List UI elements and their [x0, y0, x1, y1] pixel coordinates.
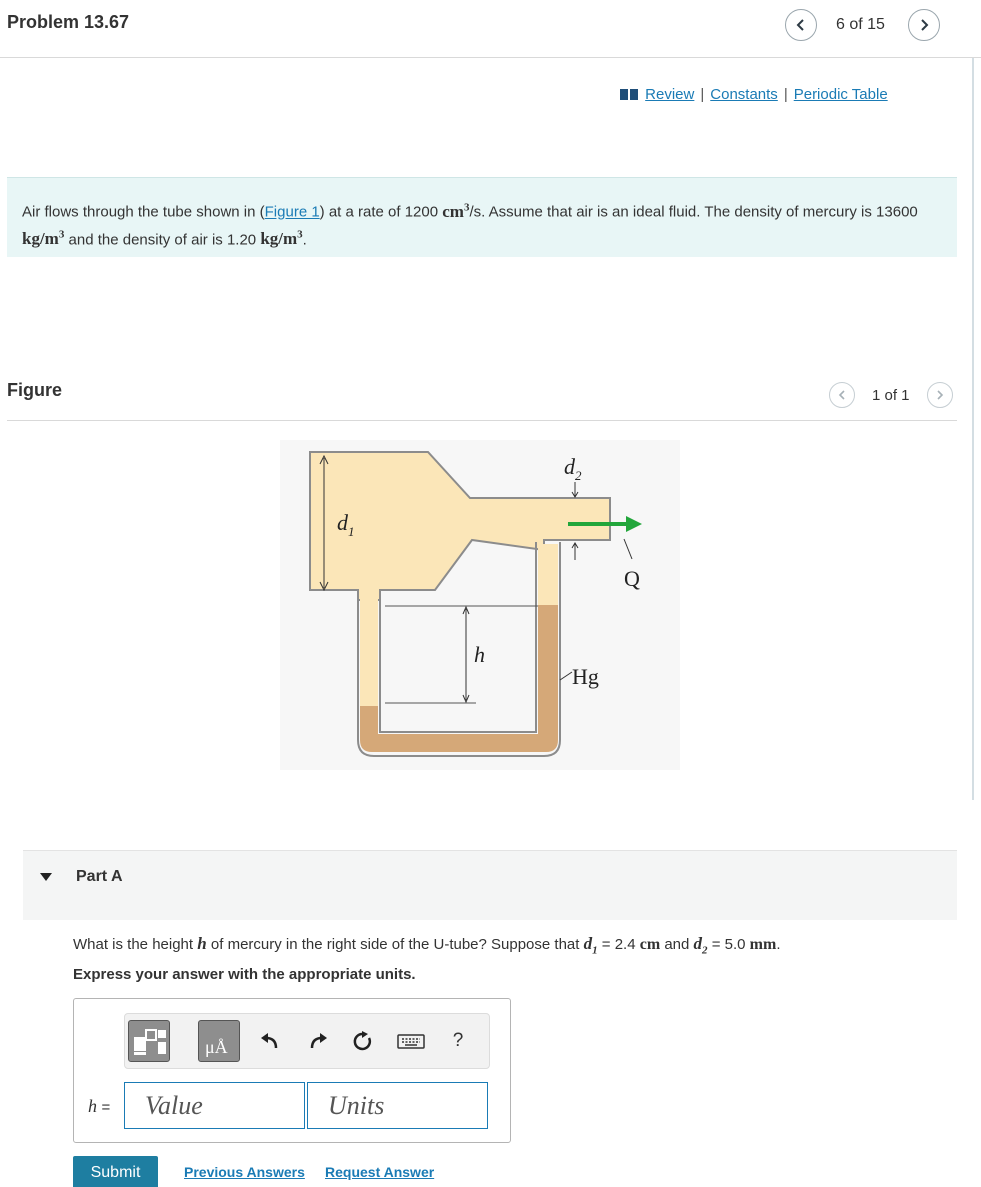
next-problem-button[interactable] — [908, 9, 940, 41]
collapse-caret-icon[interactable] — [40, 873, 52, 881]
hg-label: Hg — [572, 664, 599, 689]
link-separator: | — [700, 86, 705, 103]
part-a-header[interactable] — [23, 850, 957, 920]
request-answer-link[interactable]: Request Answer — [325, 1164, 435, 1180]
mu-angstrom-icon — [199, 1021, 241, 1063]
previous-problem-button[interactable] — [785, 9, 817, 41]
symbols-button[interactable] — [198, 1020, 240, 1062]
unit-cm: $cm^3$ — [442, 201, 470, 221]
figure-link[interactable]: Figure 1 — [264, 203, 320, 221]
review-link[interactable]: Review — [645, 86, 695, 103]
intro-text: and the density of air is 1.20 — [68, 231, 257, 249]
intro-text: . — [302, 231, 307, 249]
problem-intro — [7, 177, 957, 257]
reset-icon — [352, 1030, 374, 1052]
d1-label: $d_1$ — [337, 510, 355, 539]
problem-title: Problem 13.67 — [7, 12, 130, 32]
periodic-table-link[interactable]: Periodic Table — [793, 86, 888, 103]
scroll-rule — [972, 58, 974, 800]
q-label: Q — [624, 566, 640, 591]
templates-button[interactable] — [128, 1020, 170, 1062]
figure-title: Figure — [7, 380, 63, 400]
chevron-left-icon — [795, 18, 807, 32]
intro-text: ) at a rate of 1200 — [319, 203, 439, 221]
help-button[interactable]: ? — [452, 1030, 464, 1051]
intro-text: . Assume that air is an ideal fluid. The density of mercury is 13600 — [481, 203, 918, 221]
part-a-question: What is the height h of mercury in the right side of the U-tube? Suppose that $d_1 = 2.4$ cm and $d_2 = 5.0$ mm. — [73, 934, 781, 957]
submit-button[interactable]: Submit — [73, 1156, 158, 1187]
undo-button[interactable] — [256, 1028, 282, 1054]
intro-text: Air flows through the tube shown in ( — [22, 203, 265, 221]
keyboard-icon — [397, 1031, 425, 1051]
d2-label: $d_2$ — [564, 454, 582, 483]
redo-icon — [308, 1030, 330, 1052]
next-figure-button[interactable] — [927, 382, 953, 408]
book-icon — [620, 89, 638, 100]
unit-density: $kg/m^3$ — [22, 228, 65, 249]
resource-links — [620, 86, 888, 103]
keyboard-button[interactable] — [396, 1028, 426, 1054]
reset-button[interactable] — [350, 1028, 376, 1054]
templates-icon — [129, 1021, 171, 1063]
problem-header — [0, 0, 981, 58]
h-label: h — [474, 642, 485, 667]
redo-button[interactable] — [306, 1028, 332, 1054]
u-tube-left-air — [360, 592, 378, 710]
venturi-tube-figure — [280, 440, 680, 770]
unit-density: $kg/m^3$ — [260, 228, 303, 249]
answer-variable-label: h = — [88, 1096, 111, 1116]
problem-nav-count: 6 of 15 — [836, 16, 885, 33]
figure-nav-count: 1 of 1 — [872, 387, 910, 404]
constants-link[interactable]: Constants — [710, 86, 778, 103]
units-input[interactable]: Units — [307, 1082, 488, 1129]
link-separator: | — [783, 86, 788, 103]
undo-icon — [258, 1030, 280, 1052]
unit-rate: /s — [469, 203, 482, 221]
u-tube-right-air — [538, 544, 558, 605]
chevron-left-icon — [837, 389, 847, 401]
previous-answers-link[interactable]: Previous Answers — [184, 1164, 305, 1180]
part-a-label[interactable]: Part A — [76, 868, 123, 885]
chevron-right-icon — [935, 389, 945, 401]
svg-text:μÅ: μÅ — [205, 1037, 228, 1057]
figure-divider — [7, 420, 957, 421]
chevron-right-icon — [918, 18, 930, 32]
answer-instruction: Express your answer with the appropriate units. — [73, 966, 416, 983]
previous-figure-button[interactable] — [829, 382, 855, 408]
value-input[interactable]: Value — [124, 1082, 305, 1129]
